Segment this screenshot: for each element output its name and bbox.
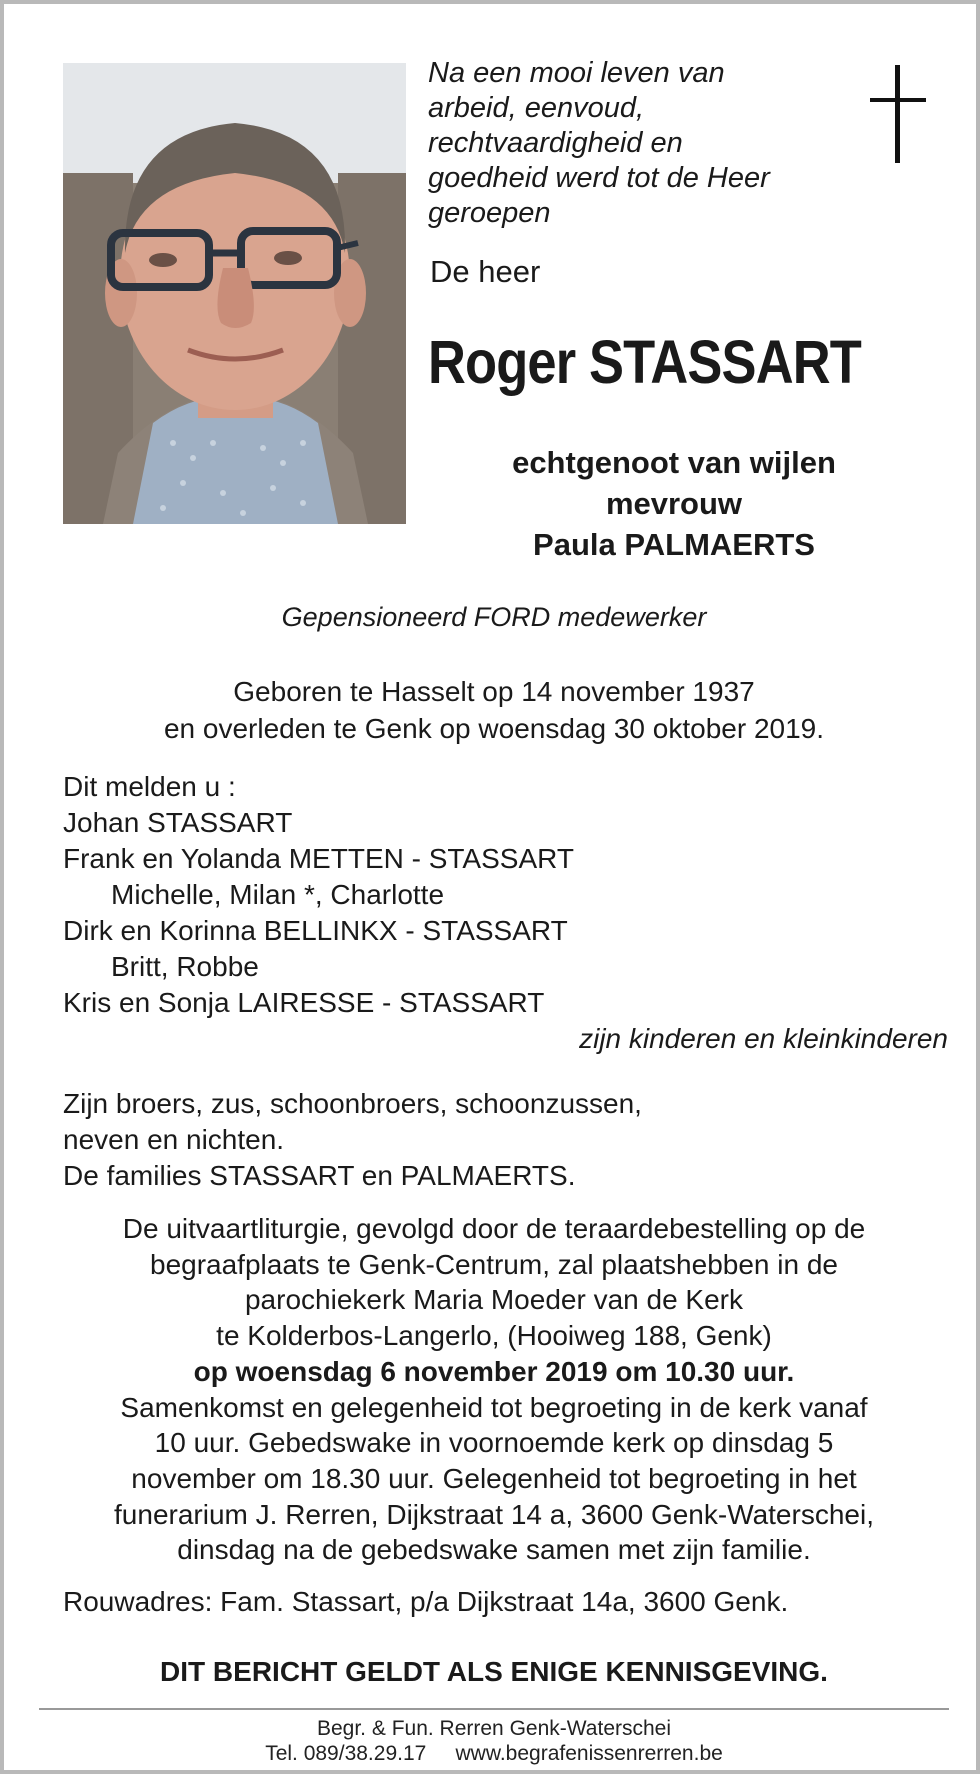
funeral-line: De uitvaartliturgie, gevolgd door de teraardebestelling op de <box>122 1213 866 1244</box>
spouse-line: Paula PALMAERTS <box>533 527 815 562</box>
relatives-block <box>63 1086 933 1194</box>
funeral-line: november om 18.30 uur. Gelegenheid tot begroeting in het <box>131 1462 857 1494</box>
footer-divider <box>39 1708 949 1710</box>
deceased-name: Roger STASSART <box>428 328 861 396</box>
funeral-details <box>44 1211 944 1568</box>
spouse-block <box>404 442 944 565</box>
intro-text <box>428 56 828 231</box>
family-caption: zijn kinderen en kleinkinderen <box>579 1023 948 1054</box>
funeral-line: dinsdag na de gebedswake samen met zijn familie. <box>177 1534 811 1566</box>
funeral-date: op woensdag 6 november 2019 om 10.30 uur. <box>193 1355 795 1387</box>
relatives-line: De families STASSART en PALMAERTS. <box>63 1160 576 1191</box>
funeral-line: 10 uur. Gebedswake in voornoemde kerk op dinsdag 5 <box>154 1427 834 1459</box>
birth-death-info <box>4 673 980 747</box>
funeral-home-footer <box>4 1716 980 1766</box>
family-member: Dirk en Korinna BELLINKX - STASSART <box>63 915 568 946</box>
funeral-line: begraafplaats te Genk-Centrum, zal plaatshebben in de <box>150 1248 838 1280</box>
funeral-line: parochiekerk Maria Moeder van de Kerk <box>244 1284 743 1316</box>
occupation: Gepensioneerd FORD medewerker <box>281 602 707 632</box>
relatives-line: Zijn broers, zus, schoonbroers, schoonzussen, <box>63 1088 642 1119</box>
funeral-line: te Kolderbos-Langerlo, (Hooiweg 188, Genk) <box>216 1320 772 1352</box>
intro-line: arbeid, eenvoud, <box>428 92 645 124</box>
portrait-illustration <box>63 63 406 524</box>
funeral-line: funerarium J. Rerren, Dijkstraat 14 a, 3600 Genk-Waterschei, <box>114 1498 874 1530</box>
funeral-line: Samenkomst en gelegenheid tot begroeting in de kerk vanaf <box>120 1391 868 1423</box>
family-member: Johan STASSART <box>63 807 293 838</box>
intro-line: rechtvaardigheid en <box>428 127 683 159</box>
title-prefix: De heer <box>430 254 541 289</box>
intro-line: goedheid werd tot de Heer <box>428 162 770 194</box>
family-member: Frank en Yolanda METTEN - STASSART <box>63 843 574 874</box>
funeral-home-name: Begr. & Fun. Rerren Genk-Waterschei <box>316 1717 672 1740</box>
cross-icon <box>870 65 926 163</box>
funeral-home-contact: Tel. 089/38.29.17 www.begrafenissenrerren.be <box>265 1742 723 1765</box>
family-intro: Dit melden u : <box>63 771 236 802</box>
grandchildren: Michelle, Milan *, Charlotte <box>111 879 445 910</box>
grandchildren: Britt, Robbe <box>111 951 259 982</box>
spouse-line: echtgenoot van wijlen <box>512 445 836 480</box>
birth-line: Geboren te Hasselt op 14 november 1937 <box>233 676 755 707</box>
intro-line: geroepen <box>428 197 551 229</box>
mourning-address: Rouwadres: Fam. Stassart, p/a Dijkstraat 14a, 3600 Genk. <box>63 1586 789 1617</box>
notice-statement: DIT BERICHT GELDT ALS ENIGE KENNISGEVING. <box>160 1656 828 1687</box>
intro-line: Na een mooi leven van <box>428 57 725 89</box>
relatives-line: neven en nichten. <box>63 1124 285 1155</box>
family-member: Kris en Sonja LAIRESSE - STASSART <box>63 987 545 1018</box>
death-line: en overleden te Genk op woensdag 30 oktober 2019. <box>163 713 825 744</box>
portrait-photo <box>63 63 406 524</box>
spouse-line: mevrouw <box>605 486 743 521</box>
family-list <box>63 769 948 1057</box>
